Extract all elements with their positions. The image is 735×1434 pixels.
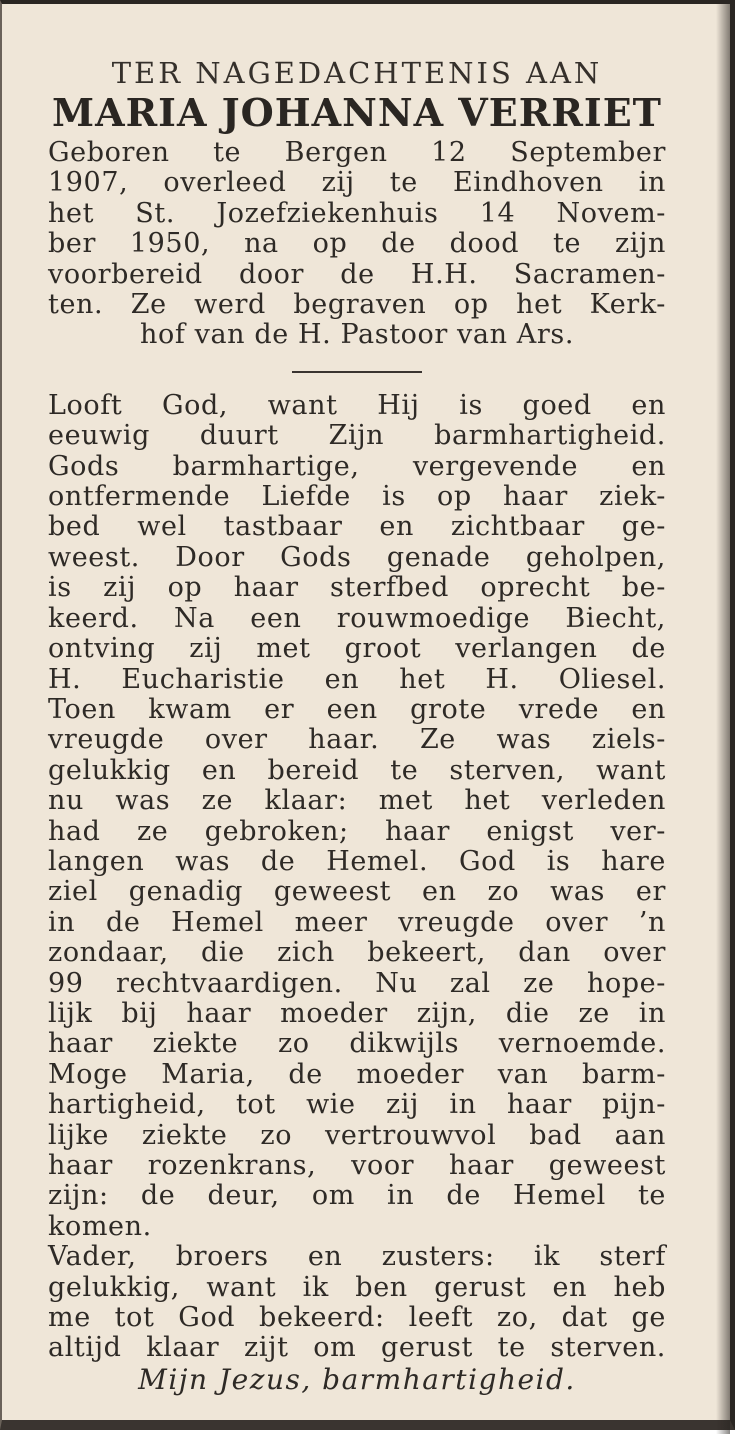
prayer-line: had ze gebroken; haar enigst ver- <box>48 815 666 847</box>
bio-line: voorbereid door de H.H. Sacramen- <box>48 258 666 290</box>
prayer-line: bed wel tastbaar en zichtbaar ge- <box>48 511 666 543</box>
deceased-name: MARIA JOHANNA VERRIET <box>52 90 662 135</box>
card-edge-shadow <box>716 4 730 1434</box>
prayer-line: H. Eucharistie en het H. Oliesel. <box>48 663 666 695</box>
prayer-line: Moge Maria, de moeder van barm- <box>48 1058 666 1090</box>
prayer-line: Looft God, want Hij is goed en <box>48 389 666 421</box>
prayer-line: keerd. Na een rouwmoedige Biecht, <box>48 602 666 634</box>
prayer-line: 99 rechtvaardigen. Nu zal ze hope- <box>48 967 666 999</box>
prayer-line: langen was de Hemel. God is hare <box>48 845 666 877</box>
prayer-line: komen. <box>48 1210 152 1242</box>
biography-paragraph <box>48 138 666 351</box>
divider-rule <box>292 371 422 373</box>
prayer-line: zondaar, die zich bekeert, dan over <box>48 937 666 969</box>
prayer-line: ontfermende Liefde is op haar ziek- <box>48 481 666 513</box>
prayer-line: gelukkig en bereid te sterven, want <box>48 754 666 786</box>
prayer-text <box>48 391 666 1364</box>
prayer-line: me tot God bekeerd: leeft zo, dat ge <box>48 1302 666 1334</box>
card-content <box>48 56 666 1396</box>
prayer-line: haar rozenkrans, voor haar geweest <box>48 1150 666 1181</box>
bio-line: ber 1950, na op de dood te zijn <box>48 228 666 260</box>
prayer-line: lijk bij haar moeder zijn, die ze in <box>48 997 666 1029</box>
prayer-line: weest. Door Gods genade geholpen, <box>48 541 666 573</box>
bio-line: hof van de H. Pastoor van Ars. <box>139 319 575 351</box>
prayer-line: nu was ze klaar: met het verleden <box>48 785 666 817</box>
prayer-line: hartigheid, tot wie zij in haar pijn- <box>48 1089 666 1121</box>
prayer-line: ontving zij met groot verlangen de <box>48 633 666 665</box>
bio-line: 1907, overleed zij te Eindhoven in <box>48 167 666 199</box>
closing-invocation: Mijn Jezus, barmhartigheid. <box>138 1362 576 1396</box>
prayer-line: lijke ziekte zo vertrouwvol bad aan <box>48 1119 666 1151</box>
prayer-line: is zij op haar sterfbed oprecht be- <box>48 572 666 604</box>
prayer-line: Vader, broers en zusters: ik sterf <box>48 1241 666 1273</box>
prayer-line: Gods barmhartige, vergevende en <box>48 450 666 482</box>
prayer-line: vreugde over haar. Ze was ziels- <box>48 724 666 756</box>
bio-line: Geboren te Bergen 12 September <box>48 137 666 168</box>
prayer-line: eeuwig duurt Zijn barmhartigheid. <box>48 420 666 452</box>
prayer-line: altijd klaar zijt om gerust te sterven. <box>48 1332 666 1364</box>
prayer-line: zijn: de deur, om in de Hemel te <box>48 1180 666 1212</box>
prayer-line: gelukkig, want ik ben gerust en heb <box>48 1271 666 1303</box>
bio-line: ten. Ze werd begraven op het Kerk- <box>48 289 666 321</box>
bio-line: het St. Jozefziekenhuis 14 Novem- <box>48 197 666 229</box>
prayer-line: Toen kwam er een grote vrede en <box>48 693 666 725</box>
prayer-line: haar ziekte zo dikwijls vernoemde. <box>48 1028 666 1060</box>
memorial-header: TER NAGEDACHTENIS AAN <box>111 56 603 90</box>
prayer-line: ziel genadig geweest en zo was er <box>48 876 666 908</box>
prayer-line: in de Hemel meer vreugde over ’n <box>48 906 666 938</box>
